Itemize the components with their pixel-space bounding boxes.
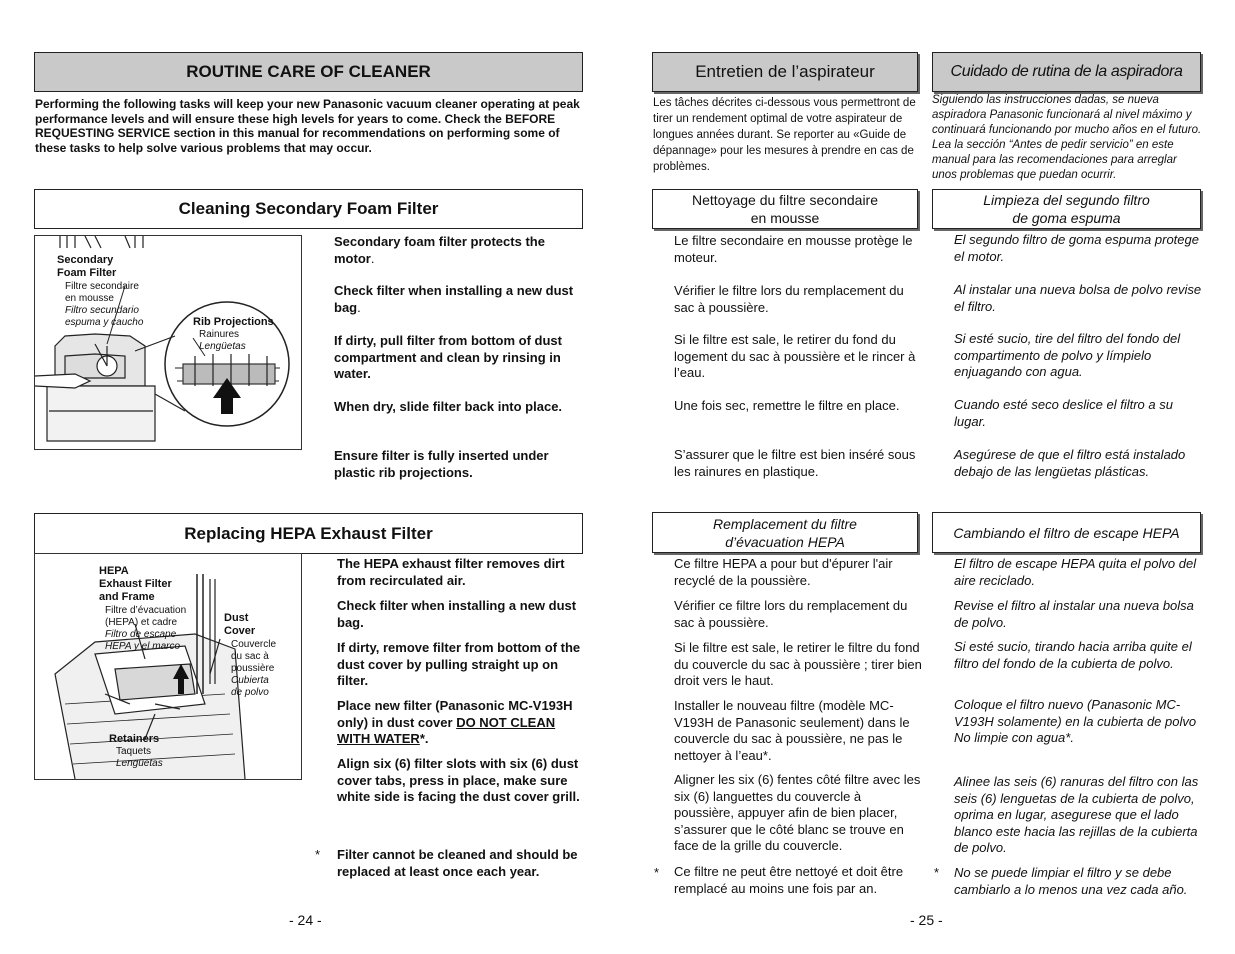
foam-en-1-period: . xyxy=(370,250,375,266)
hepa-label-3: and Frame xyxy=(99,591,155,603)
retainers-es: Lengüetas xyxy=(116,758,163,769)
retainers-fr: Taquets xyxy=(116,746,152,757)
hepa-label-fr-1: Filtre d’évacuation xyxy=(105,605,187,616)
fr-hepa-4: Installer le nouveau filtre (modèle MC-V193H de Panasonic seulement) dans le couvercle du sac à poussière, ne pas le nettoyer à l’eau*. xyxy=(674,698,910,763)
es-title-box xyxy=(932,52,1201,92)
fr-title-box xyxy=(652,52,918,92)
fr-hepa-5: Aligner les six (6) fentes côté filtre avec les six (6) languettes du couvercle à poussière, appuyer afin de bien placer, s’assurer que le côté blanc se trouve en face de la grille du couvercle. xyxy=(674,772,921,853)
es-hepa-heading: Cambiando el filtro de escape HEPA xyxy=(953,524,1180,541)
dust-cover-label-2: Cover xyxy=(224,625,256,637)
fr-foam-heading-1: Nettoyage du filtre secondaire xyxy=(692,192,878,208)
foam-en-1 xyxy=(334,234,584,267)
dust-cover-fr-3: poussière xyxy=(231,663,275,674)
es-foam-heading-2: de goma espuma xyxy=(1012,210,1121,226)
hepa-filter-illustration xyxy=(34,553,302,780)
rib-label-es: Lengüetas xyxy=(199,341,246,352)
fr-hepa-heading-2: d’évacuation HEPA xyxy=(725,533,845,550)
es-foam-5: Asegúrese de que el filtro está instalado debajo de las lengüetas plásticas. xyxy=(954,447,1186,479)
es-foam-1: El segundo filtro de goma espuma protege el motor. xyxy=(954,232,1199,264)
hepa-en-4-text: Place new filter (Panasonic MC-V193H only) in dust cover xyxy=(337,698,573,730)
fr-foam-1: Le filtre secondaire en mousse protège le moteur. xyxy=(674,233,913,265)
fr-foam-heading-2: en mousse xyxy=(750,210,820,226)
fr-foam-2: Vérifier le filtre lors du remplacement du sac à poussière. xyxy=(674,283,904,315)
hepa-en-note: Filter cannot be cleaned and should be replaced at least once each year. xyxy=(337,847,578,879)
hepa-heading: Replacing HEPA Exhaust Filter xyxy=(184,523,433,543)
es-foam-4: Cuando esté seco deslice el filtro a su lugar. xyxy=(954,397,1173,429)
rib-label-fr: Rainures xyxy=(199,329,240,340)
fr-foam-heading-box xyxy=(652,189,918,229)
page-title: ROUTINE CARE OF CLEANER xyxy=(186,62,431,81)
foam-label-es-2: espuma y caucho xyxy=(65,317,144,328)
fr-note-star: * xyxy=(654,865,660,880)
page-number-25: - 25 - xyxy=(910,912,943,928)
fr-foam-5: S’assurer que le filtre est bien inséré sous les rainures en plastique. xyxy=(674,447,916,479)
hepa-label-1: HEPA xyxy=(99,565,129,577)
hepa-en-5: Align six (6) filter slots with six (6) dust cover tabs, press in place, make sure white side is facing the dust cover grill. xyxy=(337,756,580,804)
foam-en-2-text: Check filter when installing a new dust bag xyxy=(334,283,574,315)
fr-note: Ce filtre ne peut être nettoyé et doit être remplacé au moins une fois par an. xyxy=(674,864,904,896)
dust-cover-es-1: Cubierta xyxy=(231,675,269,686)
routine-care-title-box xyxy=(34,52,583,92)
foam-label-foam-filter: Foam Filter xyxy=(57,267,117,279)
foam-filter-illustration xyxy=(34,235,302,450)
hepa-en-note-star: * xyxy=(315,847,321,862)
fr-hepa-heading-box xyxy=(652,512,918,553)
foam-label-fr-1: Filtre secondaire xyxy=(65,281,139,292)
dust-cover-label-1: Dust xyxy=(224,612,249,624)
es-hepa-heading-box xyxy=(932,512,1201,553)
foam-en-1-text: Secondary foam filter protects the motor xyxy=(334,234,545,266)
dust-cover-fr-1: Couvercle xyxy=(231,639,277,650)
hepa-label-es-2: HEPA y el marco xyxy=(105,641,181,652)
fr-intro: Les tâches décrites ci-dessous vous permettront de tirer un rendement optimal de votre aspirateur de longues années durant. Se reporter au «Guide de dépannage» pour les mesures à prendre en cas de problèmes. xyxy=(653,97,916,173)
es-intro: Siguiendo las instrucciones dadas, se nueva aspiradora Panasonic funcionará al nivel máximo y continuará funcionando por mucho años en el futuro. Lea la sección “Antes de pedir servicio” en este manual para las recomendaciones para arreglar unos problemas que puedan ocurrir. xyxy=(932,94,1202,181)
foam-en-4: When dry, slide filter back into place. xyxy=(334,399,563,414)
foam-label-fr-2: en mousse xyxy=(65,293,114,304)
hepa-heading-box xyxy=(34,513,583,554)
fr-foam-4: Une fois sec, remettre le filtre en place. xyxy=(674,398,900,413)
hepa-label-fr-2: (HEPA) et cadre xyxy=(105,617,178,628)
hepa-en-4-end: *. xyxy=(419,731,429,746)
retainers-label: Retainers xyxy=(109,733,160,745)
es-foam-heading-box xyxy=(932,189,1201,229)
es-hepa-1: El filtro de escape HEPA quita el polvo del aire reciclado. xyxy=(954,556,1197,588)
es-foam-2: Al instalar una nueva bolsa de polvo revise el filtro. xyxy=(954,282,1202,314)
foam-label-es-1: Filtro secundario xyxy=(65,305,139,316)
fr-hepa-2: Vérifier ce filtre lors du remplacement du sac à poussière. xyxy=(674,598,908,630)
dust-cover-fr-2: du sac à xyxy=(231,651,269,662)
es-hepa-2: Revise el filtro al instalar una nueva bolsa de polvo. xyxy=(954,598,1194,630)
hepa-en-4 xyxy=(337,698,585,748)
fr-title: Entretien de l’aspirateur xyxy=(695,62,875,81)
fr-hepa-3: Si le filtre est sale, le retirer le filtre du fond du couvercle du sac à poussière ; tirer bien droit vers le haut. xyxy=(674,640,922,688)
rib-label-en: Rib Projections xyxy=(193,316,274,328)
hepa-label-2: Exhaust Filter xyxy=(99,578,172,590)
foam-en-5: Ensure filter is fully inserted under plastic rib projections. xyxy=(334,448,549,480)
es-hepa-5: Alinee las seis (6) ranuras del filtro con las seis (6) lenguetas de la cubierta de polvo, oprima en lugar, asegurese que el lado blanco este hacia las rejillas de la cubierta de polvo. xyxy=(954,774,1199,855)
foam-en-3: If dirty, pull filter from bottom of dust compartment and clean by rinsing in water. xyxy=(334,333,562,381)
fr-hepa-1: Ce filtre HEPA a pour but d'épurer l'air recyclé de la poussière. xyxy=(674,556,893,588)
es-hepa-4: Coloque el filtro nuevo (Panasonic MC-V193H solamente) en la cubierta de polvo No limpie con agua*. xyxy=(954,697,1197,745)
foam-en-2 xyxy=(334,283,584,316)
es-hepa-3: Si esté sucio, tirando hacia arriba quite el filtro del fondo de la cubierta de polvo. xyxy=(954,639,1192,671)
fr-foam-3: Si le filtre est sale, le retirer du fond du logement du sac à poussière et le rincer à l’eau. xyxy=(674,332,916,380)
page-number-24: - 24 - xyxy=(289,912,322,928)
es-note-star: * xyxy=(934,865,940,880)
intro-paragraph: Performing the following tasks will keep your new Panasonic vacuum cleaner operating at peak performance levels and will ensure these high levels for years to come. Check the BEFORE REQUESTING SERVICE section in this manual for recommendations on performing some of these tasks to help solve various problems that may occur. xyxy=(35,97,580,156)
hepa-label-es-1: Filtro de escape xyxy=(105,629,177,640)
foam-filter-heading: Cleaning Secondary Foam Filter xyxy=(178,199,439,218)
hepa-en-1: The HEPA exhaust filter removes dirt from recirculated air. xyxy=(337,556,565,588)
fr-hepa-heading-1: Remplacement du filtre xyxy=(713,515,857,532)
es-foam-3: Si esté sucio, tire del filtro del fondo del compartimento de polvo y límpielo enjuagando con agua. xyxy=(954,331,1181,379)
es-note: No se puede limpiar el filtro y se debe cambiarlo a lo menos una vez cada año. xyxy=(954,865,1188,897)
hepa-en-3: If dirty, remove filter from bottom of the dust cover by pulling straight up on filter. xyxy=(337,640,581,688)
es-title: Cuidado de rutina de la aspiradora xyxy=(950,63,1183,80)
es-foam-heading-1: Limpieza del segundo filtro xyxy=(983,192,1150,208)
dust-cover-es-2: de polvo xyxy=(231,687,269,698)
hepa-en-2: Check filter when installing a new dust bag. xyxy=(337,598,577,630)
hepa-en-4-warning: DO NOT CLEAN WITH WATER xyxy=(337,714,556,746)
foam-en-2-period: . xyxy=(357,299,361,315)
foam-label-secondary: Secondary xyxy=(57,254,114,266)
foam-filter-heading-box xyxy=(34,189,583,229)
